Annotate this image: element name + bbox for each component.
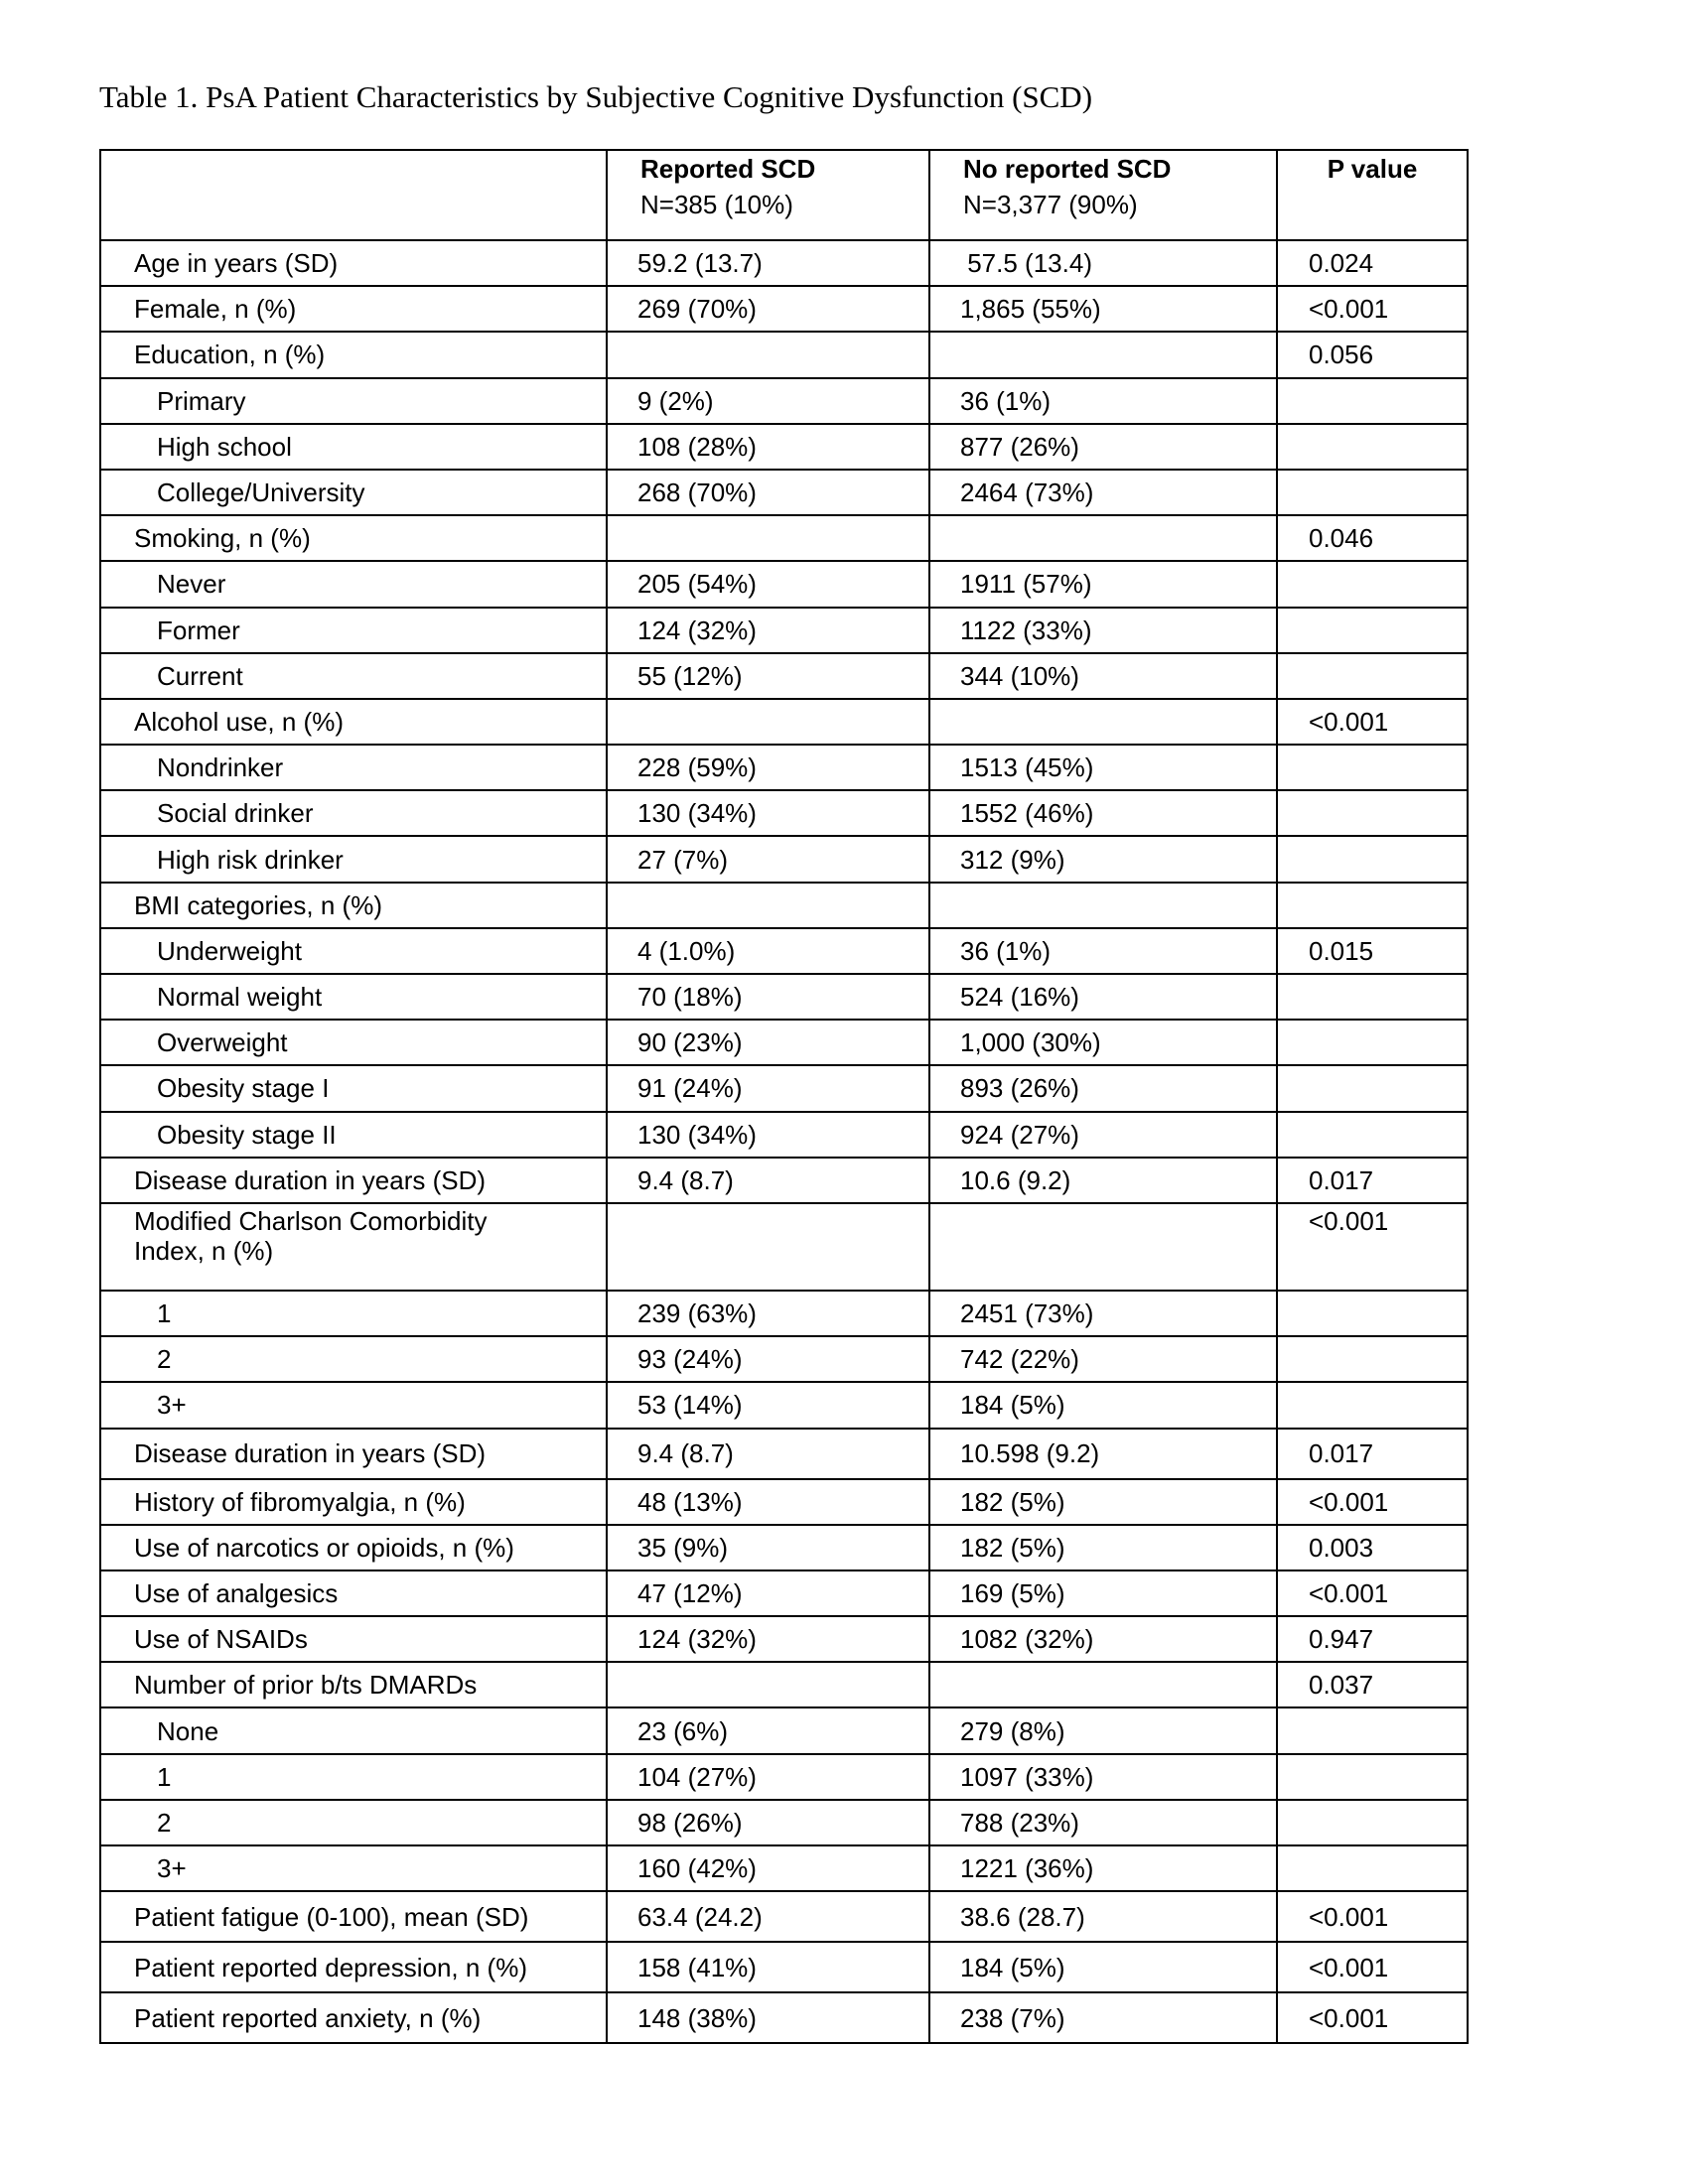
table-row [100, 1158, 1468, 1203]
no-reported-scd-value: 1,865 (55%) [929, 286, 1277, 332]
no-reported-scd-value: 38.6 (28.7) [929, 1891, 1277, 1942]
p-value: 0.046 [1277, 515, 1468, 561]
row-label: Obesity stage II [100, 1112, 607, 1158]
no-reported-scd-value: 788 (23%) [929, 1800, 1277, 1845]
table-row [100, 1020, 1468, 1065]
row-label: Disease duration in years (SD) [100, 1158, 607, 1203]
table-row [100, 1479, 1468, 1525]
reported-scd-value: 55 (12%) [607, 653, 929, 699]
no-reported-scd-value: 524 (16%) [929, 974, 1277, 1020]
reported-scd-value: 35 (9%) [607, 1525, 929, 1570]
no-reported-scd-value: 1097 (33%) [929, 1754, 1277, 1800]
no-reported-scd-value: 36 (1%) [929, 928, 1277, 974]
row-label: 3+ [100, 1845, 607, 1891]
table-row [100, 928, 1468, 974]
reported-scd-value: 124 (32%) [607, 1616, 929, 1662]
row-label: Use of NSAIDs [100, 1616, 607, 1662]
row-label: Female, n (%) [100, 286, 607, 332]
no-reported-scd-value: 344 (10%) [929, 653, 1277, 699]
row-label: High risk drinker [100, 836, 607, 882]
table-row [100, 1845, 1468, 1891]
p-value [1277, 790, 1468, 836]
row-label: Current [100, 653, 607, 699]
row-label: 1 [100, 1754, 607, 1800]
table-row [100, 378, 1468, 424]
p-value: <0.001 [1277, 286, 1468, 332]
reported-scd-value: 23 (6%) [607, 1707, 929, 1753]
header-characteristic [100, 150, 607, 240]
reported-scd-value [607, 883, 929, 928]
header-reported-scd-label: Reported SCD [640, 154, 816, 184]
no-reported-scd-value [929, 332, 1277, 377]
reported-scd-value: 70 (18%) [607, 974, 929, 1020]
p-value [1277, 1382, 1468, 1428]
table-row [100, 974, 1468, 1020]
p-value: 0.017 [1277, 1158, 1468, 1203]
reported-scd-value: 228 (59%) [607, 745, 929, 790]
reported-scd-value: 90 (23%) [607, 1020, 929, 1065]
row-label: Use of narcotics or opioids, n (%) [100, 1525, 607, 1570]
row-label: BMI categories, n (%) [100, 883, 607, 928]
no-reported-scd-value: 184 (5%) [929, 1382, 1277, 1428]
reported-scd-value: 93 (24%) [607, 1336, 929, 1382]
no-reported-scd-value: 2451 (73%) [929, 1291, 1277, 1336]
table-header [100, 150, 1468, 240]
reported-scd-value [607, 1662, 929, 1707]
reported-scd-value [607, 699, 929, 745]
p-value [1277, 974, 1468, 1020]
table-row [100, 1707, 1468, 1753]
p-value: 0.024 [1277, 240, 1468, 286]
p-value [1277, 1020, 1468, 1065]
header-p-value-label: P value [1327, 154, 1418, 184]
reported-scd-value: 4 (1.0%) [607, 928, 929, 974]
p-value [1277, 424, 1468, 470]
no-reported-scd-value: 877 (26%) [929, 424, 1277, 470]
row-label: 2 [100, 1800, 607, 1845]
p-value: <0.001 [1277, 1479, 1468, 1525]
row-label: History of fibromyalgia, n (%) [100, 1479, 607, 1525]
row-label: Smoking, n (%) [100, 515, 607, 561]
row-label: Alcohol use, n (%) [100, 699, 607, 745]
p-value [1277, 1065, 1468, 1111]
table-body [100, 240, 1468, 2043]
p-value: <0.001 [1277, 1891, 1468, 1942]
table-row [100, 699, 1468, 745]
p-value: 0.017 [1277, 1429, 1468, 1479]
reported-scd-value: 53 (14%) [607, 1382, 929, 1428]
row-label: Former [100, 608, 607, 653]
row-label: None [100, 1707, 607, 1753]
table-row [100, 745, 1468, 790]
table-row [100, 286, 1468, 332]
row-label: Social drinker [100, 790, 607, 836]
row-label: 3+ [100, 1382, 607, 1428]
no-reported-scd-value: 182 (5%) [929, 1525, 1277, 1570]
p-value: 0.056 [1277, 332, 1468, 377]
p-value: <0.001 [1277, 1203, 1468, 1291]
reported-scd-value: 48 (13%) [607, 1479, 929, 1525]
p-value [1277, 836, 1468, 882]
table-row [100, 1291, 1468, 1336]
reported-scd-value: 9.4 (8.7) [607, 1158, 929, 1203]
reported-scd-value: 9 (2%) [607, 378, 929, 424]
reported-scd-value: 239 (63%) [607, 1291, 929, 1336]
no-reported-scd-value: 184 (5%) [929, 1942, 1277, 1992]
reported-scd-value: 205 (54%) [607, 561, 929, 607]
table-row [100, 608, 1468, 653]
no-reported-scd-value: 10.598 (9.2) [929, 1429, 1277, 1479]
row-label: College/University [100, 470, 607, 515]
p-value [1277, 561, 1468, 607]
no-reported-scd-value: 893 (26%) [929, 1065, 1277, 1111]
p-value [1277, 608, 1468, 653]
p-value: <0.001 [1277, 1570, 1468, 1616]
no-reported-scd-value: 1552 (46%) [929, 790, 1277, 836]
no-reported-scd-value [929, 1203, 1277, 1291]
reported-scd-value [607, 1203, 929, 1291]
p-value [1277, 745, 1468, 790]
p-value: <0.001 [1277, 699, 1468, 745]
header-reported-scd [607, 150, 929, 240]
reported-scd-value: 130 (34%) [607, 790, 929, 836]
row-label: 1 [100, 1291, 607, 1336]
table-row [100, 1570, 1468, 1616]
table-row [100, 1800, 1468, 1845]
row-label: Modified Charlson Comorbidity Index, n (%) [100, 1203, 607, 1291]
table-row [100, 1065, 1468, 1111]
table-row [100, 1616, 1468, 1662]
table-row [100, 1112, 1468, 1158]
reported-scd-value: 63.4 (24.2) [607, 1891, 929, 1942]
reported-scd-value: 104 (27%) [607, 1754, 929, 1800]
reported-scd-value [607, 515, 929, 561]
p-value: 0.015 [1277, 928, 1468, 974]
row-label: Education, n (%) [100, 332, 607, 377]
no-reported-scd-value: 312 (9%) [929, 836, 1277, 882]
no-reported-scd-value: 1,000 (30%) [929, 1020, 1277, 1065]
reported-scd-value: 130 (34%) [607, 1112, 929, 1158]
no-reported-scd-value [929, 1662, 1277, 1707]
no-reported-scd-value: 2464 (73%) [929, 470, 1277, 515]
p-value [1277, 653, 1468, 699]
p-value: 0.003 [1277, 1525, 1468, 1570]
p-value [1277, 883, 1468, 928]
no-reported-scd-value: 57.5 (13.4) [929, 240, 1277, 286]
row-label: Underweight [100, 928, 607, 974]
table-row [100, 332, 1468, 377]
p-value: 0.037 [1277, 1662, 1468, 1707]
no-reported-scd-value [929, 515, 1277, 561]
row-label: Obesity stage I [100, 1065, 607, 1111]
header-no-reported-scd-n: N=3,377 (90%) [963, 190, 1138, 219]
table-row [100, 515, 1468, 561]
table-row [100, 561, 1468, 607]
table-row [100, 883, 1468, 928]
row-label: Age in years (SD) [100, 240, 607, 286]
row-label: High school [100, 424, 607, 470]
p-value: <0.001 [1277, 1992, 1468, 2043]
row-label: Never [100, 561, 607, 607]
p-value [1277, 1754, 1468, 1800]
no-reported-scd-value: 1911 (57%) [929, 561, 1277, 607]
table-row [100, 1203, 1468, 1291]
reported-scd-value: 268 (70%) [607, 470, 929, 515]
table-row [100, 1992, 1468, 2043]
table-row [100, 1429, 1468, 1479]
row-label: Use of analgesics [100, 1570, 607, 1616]
p-value: <0.001 [1277, 1942, 1468, 1992]
header-reported-scd-n: N=385 (10%) [640, 190, 793, 219]
p-value [1277, 1112, 1468, 1158]
no-reported-scd-value: 238 (7%) [929, 1992, 1277, 2043]
table-row [100, 790, 1468, 836]
header-no-reported-scd-label: No reported SCD [963, 154, 1172, 184]
no-reported-scd-value [929, 883, 1277, 928]
table-row [100, 653, 1468, 699]
no-reported-scd-value [929, 699, 1277, 745]
table-row [100, 1525, 1468, 1570]
table-row [100, 1382, 1468, 1428]
row-label: Patient reported anxiety, n (%) [100, 1992, 607, 2043]
reported-scd-value: 148 (38%) [607, 1992, 929, 2043]
reported-scd-value: 91 (24%) [607, 1065, 929, 1111]
row-label: Disease duration in years (SD) [100, 1429, 607, 1479]
row-label: Patient fatigue (0-100), mean (SD) [100, 1891, 607, 1942]
row-label: Nondrinker [100, 745, 607, 790]
no-reported-scd-value: 169 (5%) [929, 1570, 1277, 1616]
reported-scd-value: 47 (12%) [607, 1570, 929, 1616]
table-row [100, 1942, 1468, 1992]
header-row [100, 150, 1468, 240]
reported-scd-value: 9.4 (8.7) [607, 1429, 929, 1479]
table-title: Table 1. PsA Patient Characteristics by Subjective Cognitive Dysfunction (SCD) [99, 79, 1093, 114]
no-reported-scd-value: 1122 (33%) [929, 608, 1277, 653]
characteristics-table [99, 149, 1469, 2044]
reported-scd-value: 108 (28%) [607, 424, 929, 470]
no-reported-scd-value: 742 (22%) [929, 1336, 1277, 1382]
no-reported-scd-value: 279 (8%) [929, 1707, 1277, 1753]
reported-scd-value: 27 (7%) [607, 836, 929, 882]
reported-scd-value: 124 (32%) [607, 608, 929, 653]
p-value [1277, 1707, 1468, 1753]
p-value [1277, 470, 1468, 515]
header-no-reported-scd [929, 150, 1277, 240]
reported-scd-value: 158 (41%) [607, 1942, 929, 1992]
reported-scd-value: 160 (42%) [607, 1845, 929, 1891]
p-value [1277, 1800, 1468, 1845]
no-reported-scd-value: 36 (1%) [929, 378, 1277, 424]
no-reported-scd-value: 1513 (45%) [929, 745, 1277, 790]
reported-scd-value [607, 332, 929, 377]
p-value [1277, 1336, 1468, 1382]
table-row [100, 1336, 1468, 1382]
table-row [100, 1754, 1468, 1800]
row-label: Primary [100, 378, 607, 424]
row-label: 2 [100, 1336, 607, 1382]
table-row [100, 836, 1468, 882]
table-row [100, 1662, 1468, 1707]
p-value [1277, 378, 1468, 424]
p-value [1277, 1845, 1468, 1891]
no-reported-scd-value: 1082 (32%) [929, 1616, 1277, 1662]
reported-scd-value: 98 (26%) [607, 1800, 929, 1845]
header-p-value [1277, 150, 1468, 240]
p-value: 0.947 [1277, 1616, 1468, 1662]
no-reported-scd-value: 1221 (36%) [929, 1845, 1277, 1891]
table-row [100, 240, 1468, 286]
table-row [100, 470, 1468, 515]
no-reported-scd-value: 182 (5%) [929, 1479, 1277, 1525]
row-label: Number of prior b/ts DMARDs [100, 1662, 607, 1707]
table-row [100, 1891, 1468, 1942]
table-row [100, 424, 1468, 470]
row-label: Normal weight [100, 974, 607, 1020]
no-reported-scd-value: 10.6 (9.2) [929, 1158, 1277, 1203]
row-label: Patient reported depression, n (%) [100, 1942, 607, 1992]
reported-scd-value: 59.2 (13.7) [607, 240, 929, 286]
reported-scd-value: 269 (70%) [607, 286, 929, 332]
no-reported-scd-value: 924 (27%) [929, 1112, 1277, 1158]
p-value [1277, 1291, 1468, 1336]
row-label: Overweight [100, 1020, 607, 1065]
